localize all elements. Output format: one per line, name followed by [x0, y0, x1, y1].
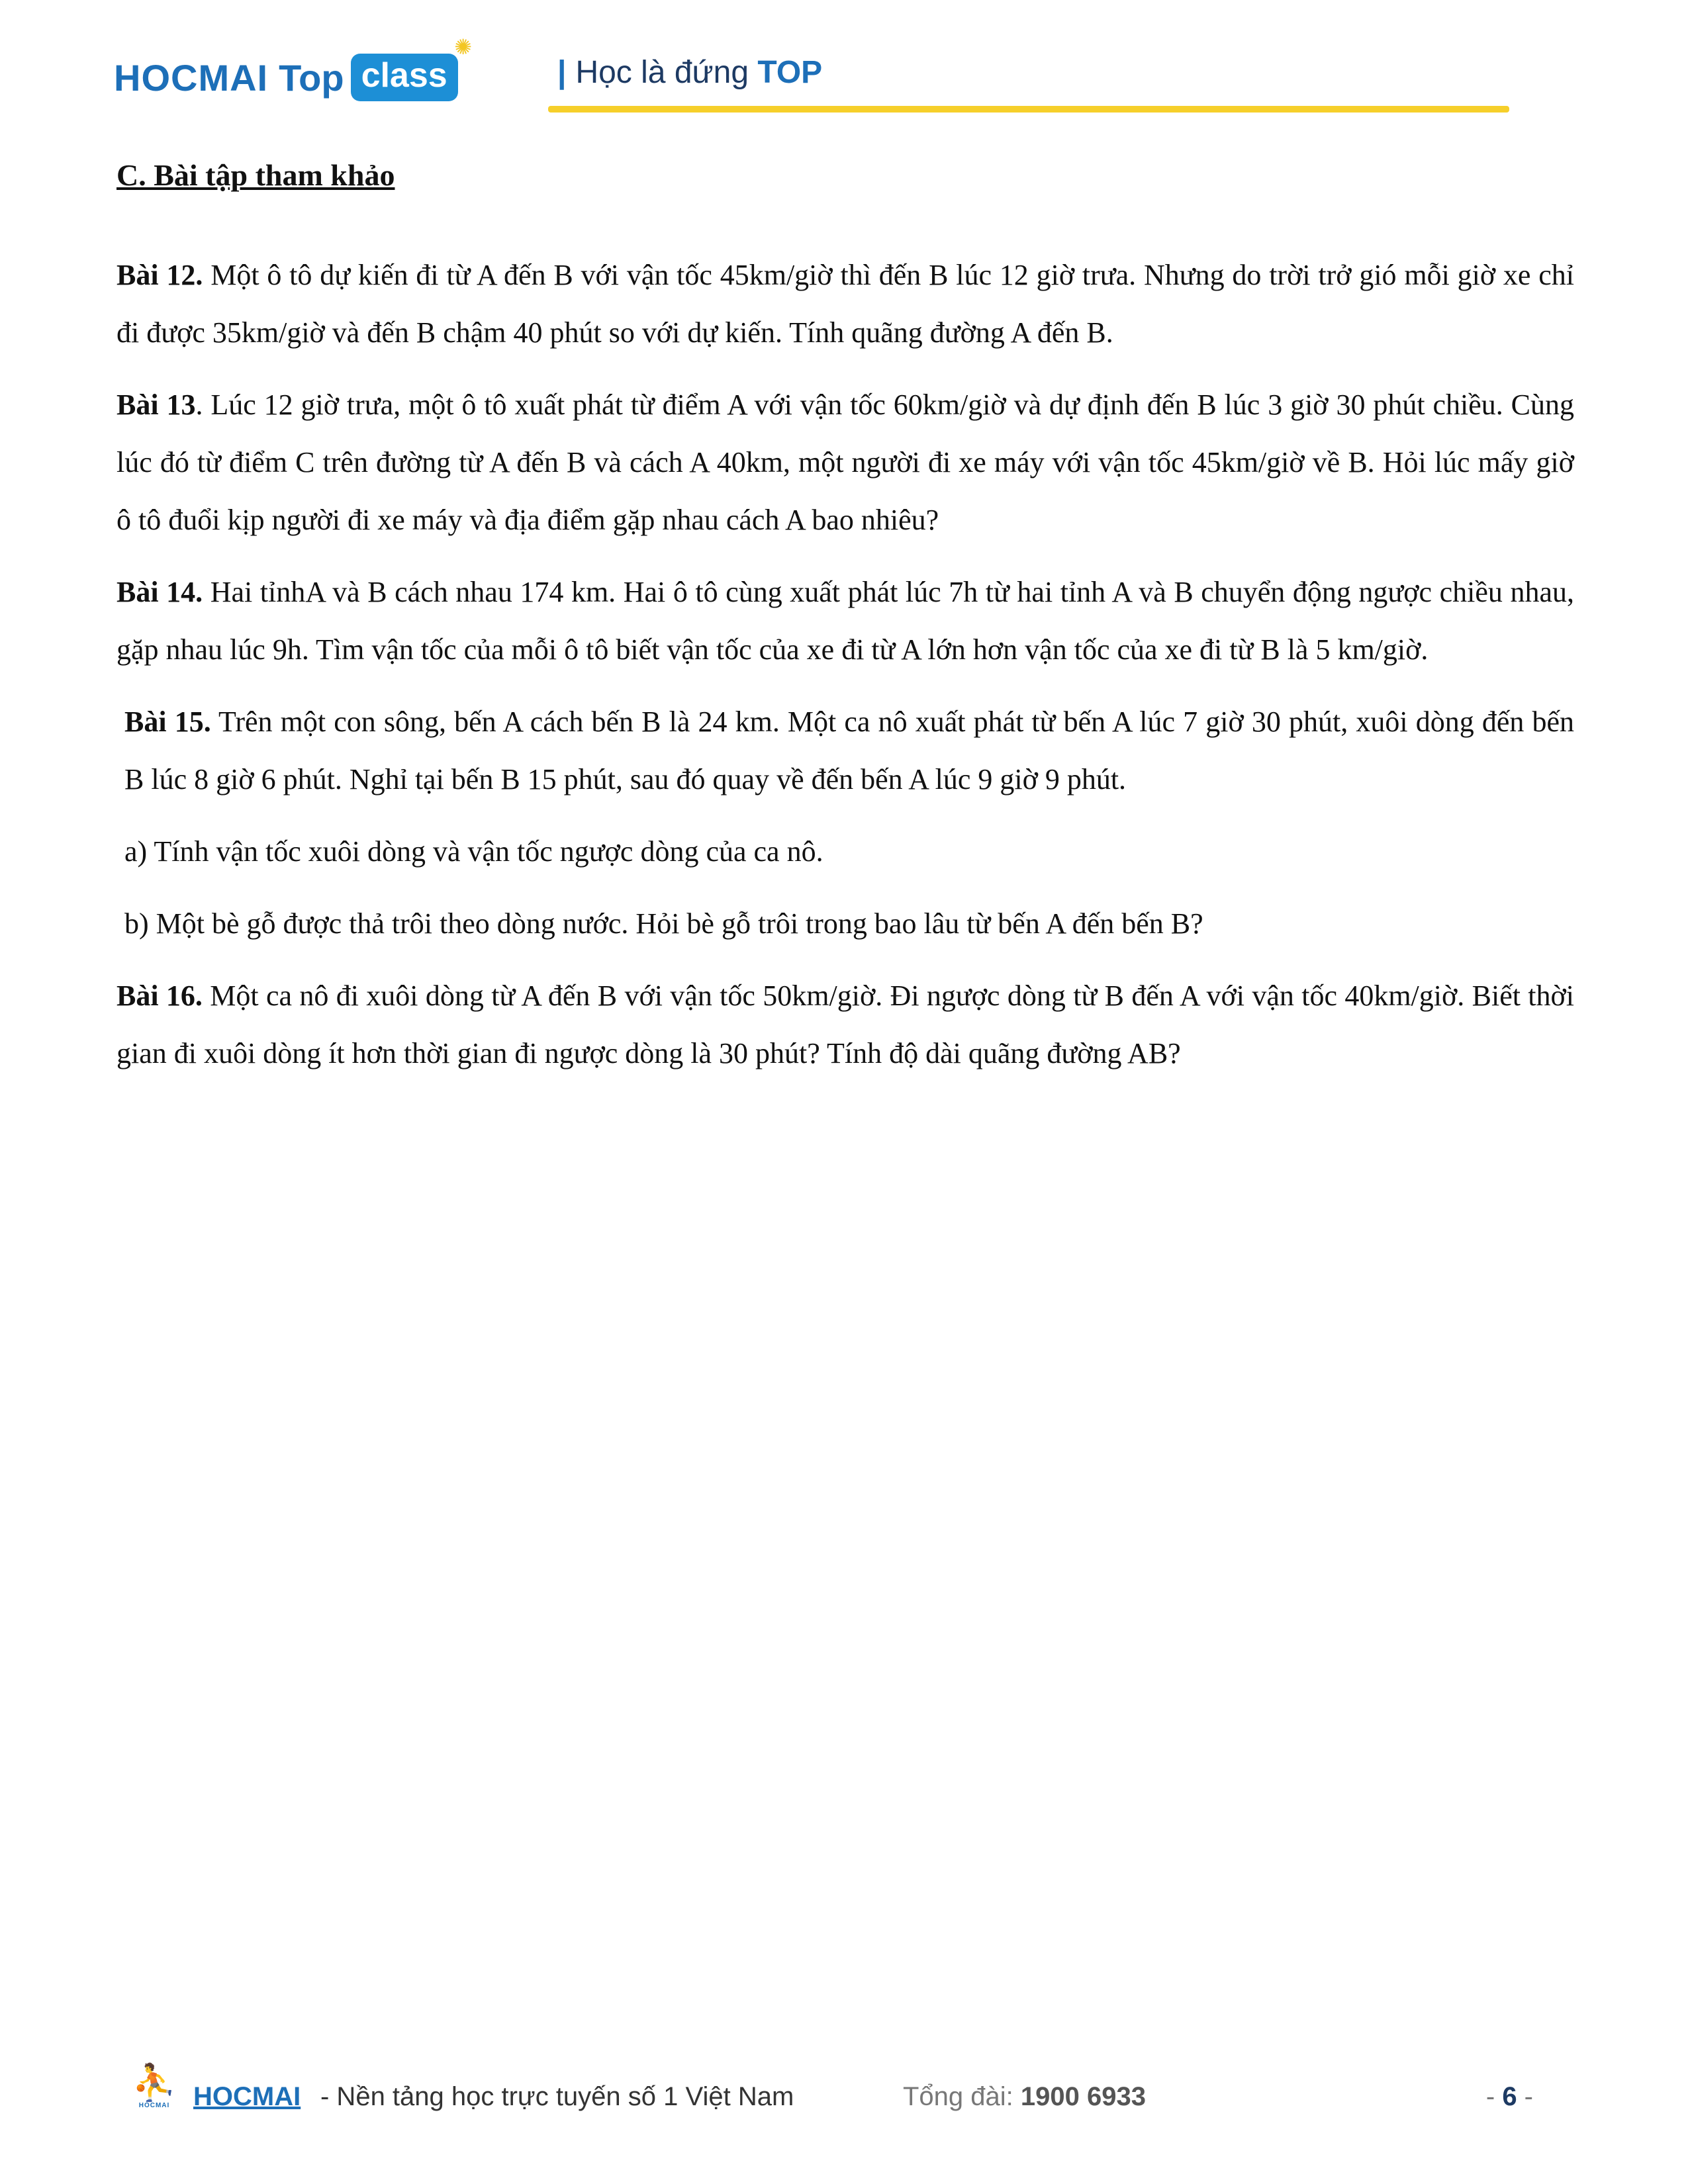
header-tagline: [557, 54, 822, 91]
exercise-label: Bài 13: [117, 388, 196, 421]
exercise-text: Hai tỉnhA và B cách nhau 174 km. Hai ô tô cùng xuất phát lúc 7h từ hai tỉnh A và B chuyển động ngược chiều nhau, gặp nhau lúc 9h. Tìm vận tốc của mỗi ô tô biết vận tốc của xe đi từ A lớn hơn vận tốc của xe đi từ B là 5 km/giờ.: [117, 576, 1574, 666]
footer-hotline: [903, 2082, 1146, 2112]
page-footer: [130, 2064, 1553, 2136]
hotline-number: 1900 6933: [1020, 2082, 1146, 2111]
people-icon: ⛹: [132, 2063, 177, 2103]
footer-brand-link[interactable]: HOCMAI: [193, 2082, 301, 2111]
exercise-15-part-b: [117, 895, 1574, 952]
section-title: C. Bài tập tham khảo: [117, 158, 395, 192]
separator-bar: |: [557, 55, 567, 90]
exercise-text: Một ca nô đi xuôi dòng từ A đến B với vận tốc 50km/giờ. Đi ngược dòng từ B đến A với vận tốc 40km/giờ. Biết thời gian đi xuôi dòng ít hơn thời gian đi ngược dòng là 30 phút? Tính độ dài quãng đường AB?: [117, 979, 1575, 1069]
exercise-15: [117, 693, 1574, 808]
exercise-text: Trên một con sông, bến A cách bến B là 24 km. Một ca nô xuất phát từ bến A lúc 7 giờ 30 phút, xuôi dòng đến bến B lúc 8 giờ 6 phút. Nghỉ tại bến B 15 phút, sau đó quay về đến bến A lúc 9 giờ 9 phút.: [124, 705, 1574, 796]
logo-class-badge: [351, 35, 473, 101]
hocmai-topclass-logo: [114, 35, 473, 114]
exercise-label: Bài 14.: [117, 576, 203, 608]
mark-text: HOCMAI: [138, 2102, 170, 2109]
exercise-text: a) Tính vận tốc xuôi dòng và vận tốc ngược dòng của ca nô.: [124, 835, 823, 868]
tagline-prefix: Học là đứng: [575, 55, 749, 90]
tagline-emphasis: TOP: [757, 55, 823, 90]
exercise-label: Bài 12.: [117, 259, 203, 291]
exercise-14: [117, 563, 1574, 678]
exercise-text: b) Một bè gỗ được thả trôi theo dòng nước. Hỏi bè gỗ trôi trong bao lâu từ bến A đến bến B?: [124, 907, 1203, 940]
exercise-text: Một ô tô dự kiến đi từ A đến B với vận tốc 45km/giờ thì đến B lúc 12 giờ trưa. Nhưng do trời trở gió mỗi giờ xe chỉ đi được 35km/giờ và đến B chậm 40 phút so với dự kiến. Tính quãng đường A đến B.: [117, 259, 1575, 349]
logo-top: Top: [279, 56, 344, 99]
exercise-13: [117, 376, 1574, 549]
header-divider: [548, 106, 1509, 113]
logo-class-text: class: [361, 56, 447, 95]
logo-brand: HOCMAI: [114, 56, 269, 99]
page-number-value: 6: [1502, 2082, 1517, 2111]
exercise-12: [117, 246, 1574, 361]
page-number: - 6 -: [1485, 2082, 1533, 2111]
exercise-label: Bài 16.: [117, 979, 203, 1012]
page-content: [117, 152, 1574, 1097]
footer-slogan: - Nền tảng học trực tuyến số 1 Việt Nam: [320, 2082, 794, 2111]
hotline-label: Tổng đài:: [903, 2082, 1013, 2111]
exercise-16: [117, 967, 1574, 1082]
hocmai-mark-icon: [130, 2064, 179, 2116]
exercise-15-part-a: [117, 823, 1574, 880]
sun-icon: ✺: [454, 35, 473, 59]
exercise-label: Bài 15.: [124, 705, 211, 738]
exercise-text: . Lúc 12 giờ trưa, một ô tô xuất phát từ điểm A với vận tốc 60km/giờ và dự định đến B lúc 3 giờ 30 phút chiều. Cùng lúc đó từ điểm C trên đường từ A đến B và cách A 40km, một người đi xe máy với vận tốc 45km/giờ về B. Hỏi lúc mấy giờ ô tô đuổi kịp người đi xe máy và địa điểm gặp nhau cách A bao nhiêu?: [117, 388, 1574, 536]
